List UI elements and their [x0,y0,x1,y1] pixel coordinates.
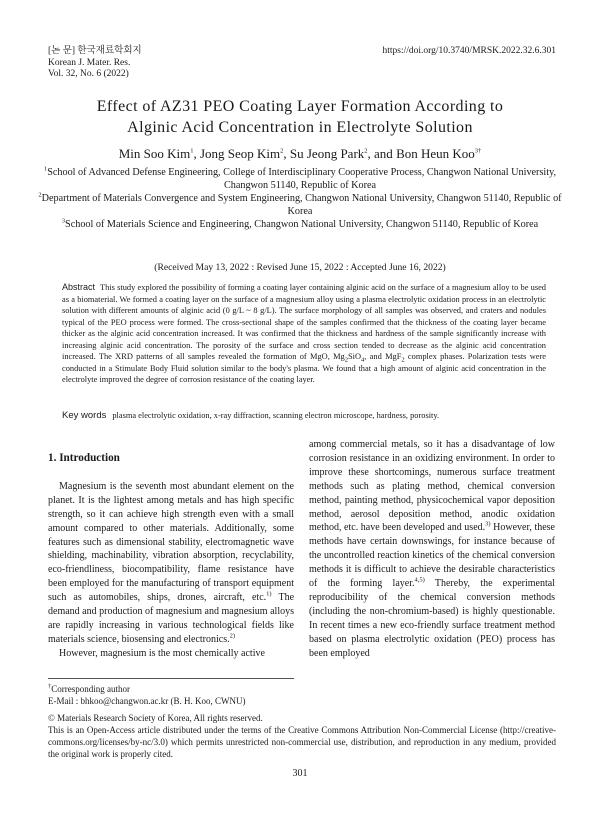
body-paragraph: However, magnesium is the most chemically active [59,647,265,659]
affiliation-number: 2 [38,191,42,199]
body-column-left [48,452,294,661]
title-line-2: Alginic Acid Concentration in Electrolyte Solution [127,119,473,136]
author-name: Min Soo Kim [118,146,191,161]
author-affil-sup: 1 [190,147,194,155]
received-dates: (Received May 13, 2022 : Revised June 15, 2022 : Accepted June 16, 2022) [154,262,446,273]
subscript: 4 [361,356,365,364]
journal-header [48,46,142,81]
author-name: Su Jeong Park [289,146,365,161]
keywords-label: Key words [62,410,107,421]
dagger-mark: † [48,683,52,690]
footnotes [48,684,556,760]
journal-abbrev: Korean J. Mater. Res. [48,57,131,68]
author-name: Bon Heun Koo [396,146,475,161]
citation[interactable]: 4,5) [414,576,425,584]
section-heading: 1. Introduction [48,452,120,464]
footnote-divider [48,678,294,679]
citation[interactable]: 1) [266,590,272,598]
corresponding-email: E-Mail : bhkoo@changwon.ac.kr (B. H. Koo, CWNU) [48,695,246,706]
abstract [62,282,546,386]
corresponding-author-note [48,684,556,696]
author-affil-sup: 3† [474,147,482,155]
body-paragraph [48,480,294,647]
affiliation-number: 3 [61,217,66,225]
body-column-right [309,438,555,661]
body-text: Thereby, the experimental reproducibility of the chemical conversion methods (including the non-chromium-based) is highly questionable. In recent times a new eco-friendly surface treatment method based on plasma electrolytic oxidation (PEO) process has been employed [309,578,555,659]
author-affil-sup: 2 [280,147,284,155]
author-sep: , and [367,146,397,161]
abstract-label: Abstract [62,282,96,292]
author-sep: , [193,146,200,161]
body-text: However, these methods have certain downswings, for instance because of the uncontrolled reaction kinetics of the chemical conversion methods it is difficult to achieve the desirable characteristics of the forming layer. [309,522,555,590]
author-list [30,146,570,162]
author-sep: , [283,146,290,161]
citation[interactable]: 2) [229,632,236,640]
affiliation-text: School of Materials Science and Engineering, Changwon National University, Changwon 51140, Republic of Korea [65,219,539,230]
affiliation-text: School of Advanced Defense Engineering, College of Interdisciplinary Cooperative Process, Changwon National University, Changwon 51140, Republic of Korea [47,167,557,191]
page-number: 301 [292,768,308,779]
subscript: 2 [401,356,405,364]
affiliation-number: 1 [43,165,48,173]
abstract-text: This study explored the possibility of forming a coating layer containing alginic acid on the surface of a magnesium alloy to be used as a biomaterial. We formed a coating layer on the surface of a magnesium alloy using a plasma electrolytic oxidation process in an electrolytic solution with different amounts of alginic acid (0 g/L ~ 8 g/L). The surface morphology of all samples was observed, and craters and nodules typical of the PEO process were formed. The cross-sectional shape of the samples confirmed that the thickness of the coating layer became thicker as the alginic acid concentration increased. It was confirmed that the thickness and hardness of the sample significantly increase with increasing alginic acid concentration. The porosity of the surface and cross section tended to decrease as the alginic acid concentration increased. The XRD patterns of all samples revealed the formation of MgO, Mg [62,283,546,361]
affiliation-text: Department of Materials Convergence and System Engineering, Changwon National University, Changwon 51140, Republic of Korea [41,193,562,217]
citation[interactable]: 3) [485,521,491,529]
body-text: The demand and production of magnesium and magnesium alloys are rapidly increasing in various technological fields like materials science, biosensing and electronics. [48,592,295,645]
abstract-text: complex phases. Polarization tests were conducted in a Stimulate Body Fluid solution similar to the body's plasma. We found that a high amount of alginic acid concentration in the electrolyte improved the degree of corrosion resistance of the coating layer. [62,352,547,384]
journal-volume: Vol. 32, No. 6 (2022) [48,69,129,79]
body-text: Magnesium is the seventh most abundant element on the planet. It is the lightest among metals and has high specific strength, so it can achieve high strength even with a small amount compared to other materials. Additionally, some features such as dimensional stability, electromagnetic wave shielding, machinability, vibration absorption, recyclability, eco-friendliness, biocompatibility, flame resistance have been employed for the manufacturing of transport equipment such as automobiles, ships, drones, aircraft, etc. [48,480,294,604]
subscript: 2 [344,356,348,364]
keywords-text: plasma electrolytic oxidation, x-ray diffraction, scanning electron microscope, hardness, porosity. [112,411,440,420]
doi-link[interactable]: https://doi.org/10.3740/MRSK.2022.32.6.301 [382,46,556,56]
paper-title [30,96,570,138]
author-name: Jong Seop Kim [199,146,281,161]
author-affil-sup: 2 [364,147,368,155]
body-paragraph [309,438,555,661]
journal-korean-name: [논 문] 한국재료학회지 [48,46,142,56]
keywords [62,410,546,421]
affiliation [30,192,570,218]
affiliation [30,166,570,192]
copyright-note: © Materials Research Society of Korea, All rights reserved. [48,713,263,724]
affiliation [30,218,570,231]
abstract-text: , and MgF [364,352,402,361]
license-note: This is an Open-Access article distributed under the terms of the Creative Commons Attribution Non-Commercial License (http://creative-commons.org/licenses/by-nc/3.0) which permits unrestricted non-commercial use, distribution, and reproduction in any medium, provided the original work is properly cited. [48,725,556,759]
body-text: among commercial metals, so it has a disadvantage of low corrosion resistance in an oxidizing environment. In order to improve these shortcomings, numerous surface treatment methods such as plating method, chemical conversion method, painting method, physicochemical vapor deposition method, aerosol deposition method, anodic oxidation method, etc. have been developed and used. [309,439,555,534]
affiliations [30,166,570,231]
title-line-1: Effect of AZ31 PEO Coating Layer Formation According to [96,98,504,115]
abstract-text: SiO [347,352,362,361]
footnote-text: Corresponding author [51,684,130,694]
